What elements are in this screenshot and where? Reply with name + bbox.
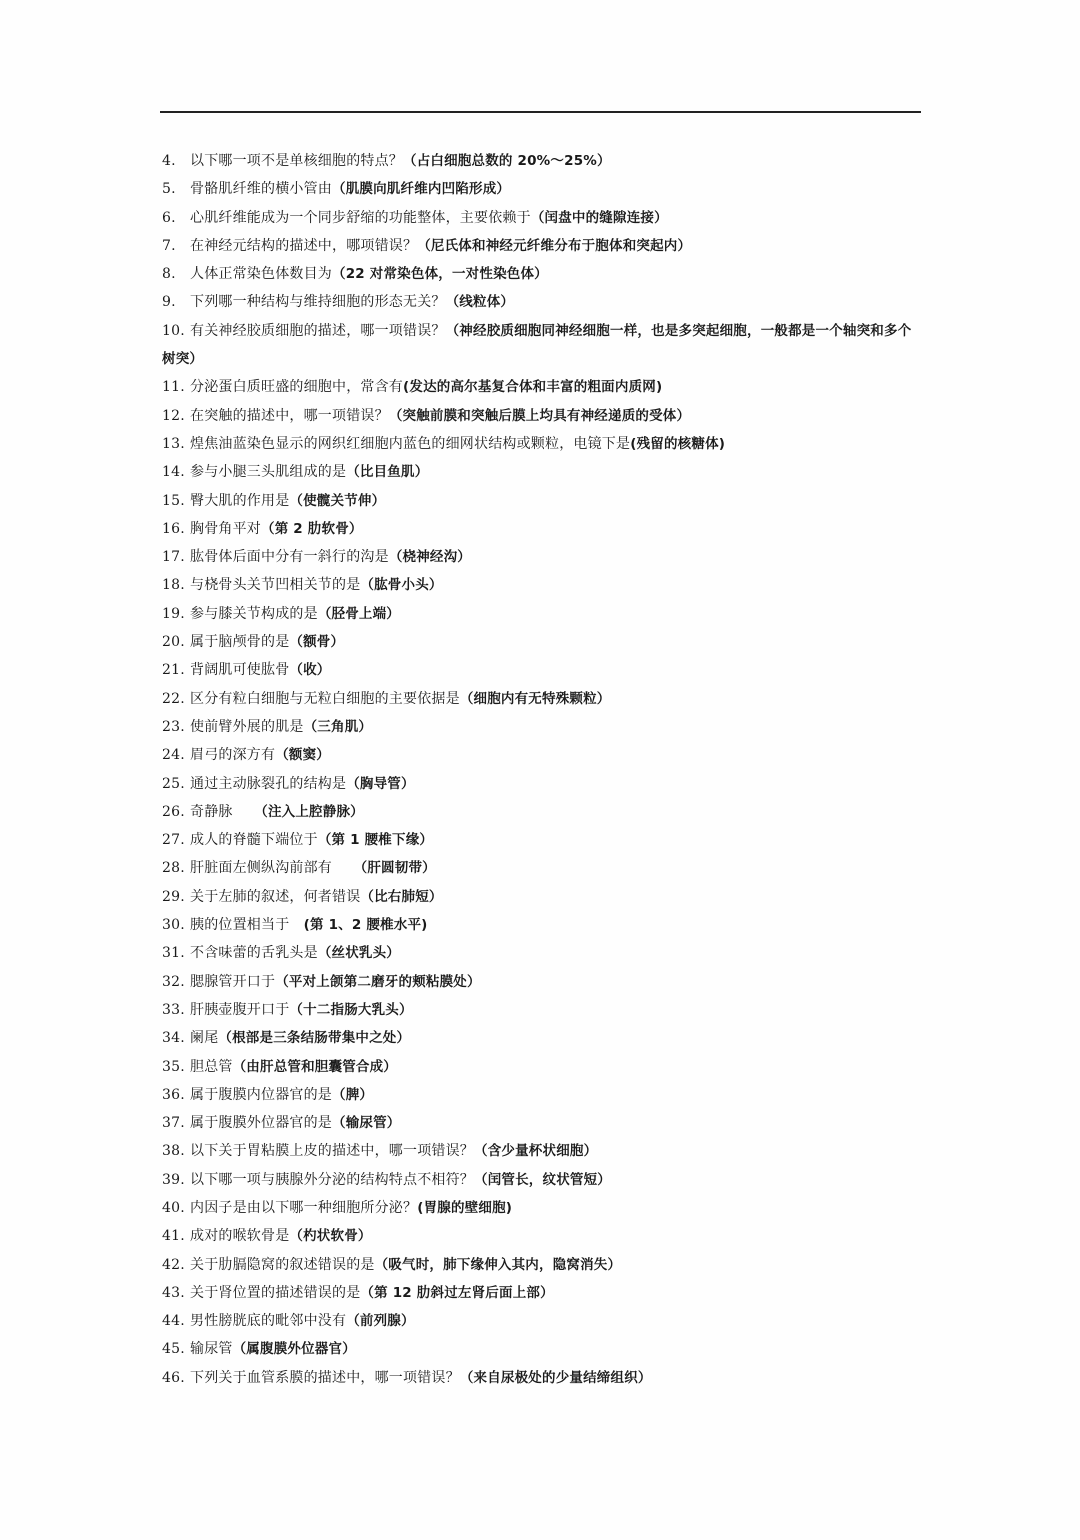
question-item: [162, 515, 922, 543]
question-stem: 下列哪一种结构与维持细胞的形态无关？: [190, 294, 446, 311]
question-number: 45.: [162, 1341, 185, 1358]
question-stem: 肝胰壶腹开口于: [190, 1001, 290, 1018]
question-item: [162, 968, 922, 996]
question-item: [162, 175, 922, 203]
header-rule: [160, 111, 921, 113]
question-stem: 使前臂外展的肌是: [190, 718, 304, 735]
question-stem: 不含味蕾的舌乳头是: [190, 945, 318, 962]
question-stem: 臀大肌的作用是: [190, 492, 290, 509]
question-answer: （注入上腔静脉）: [261, 803, 364, 820]
question-stem: 胰的位置相当于: [190, 917, 304, 934]
question-answer: （第 2 肋软骨）: [261, 520, 363, 537]
question-item: [162, 628, 922, 656]
question-answer: (第 1、2 腰椎水平): [303, 917, 428, 934]
question-item: [162, 1279, 922, 1307]
question-item: [162, 600, 922, 628]
question-stem: 下列关于血管系膜的描述中，哪一项错误？: [190, 1369, 460, 1386]
question-answer: （收）: [289, 662, 331, 679]
question-item: [162, 317, 922, 374]
question-answer: （突触前膜和突触后膜上均具有神经递质的受体）: [388, 407, 691, 424]
question-stem: 成人的脊髓下端位于: [190, 832, 318, 849]
question-stem: 参与小腿三头肌组成的是: [190, 464, 347, 481]
question-stem: 阑尾: [190, 1030, 219, 1047]
question-answer: （含少量杯状细胞）: [474, 1143, 598, 1160]
question-number: 13.: [162, 435, 185, 452]
question-answer: （根部是三条结肠带集中之处）: [218, 1030, 411, 1047]
question-item: [162, 1335, 922, 1363]
question-item: [162, 939, 922, 967]
question-number: 39.: [162, 1171, 185, 1188]
question-number: 19.: [162, 605, 185, 622]
question-stem: 关于肾位置的描述错误的是: [190, 1284, 361, 1301]
question-stem: 人体正常染色体数目为: [190, 266, 332, 283]
question-stem: 以下关于胃粘膜上皮的描述中，哪一项错误？: [190, 1143, 474, 1160]
question-number: 41.: [162, 1228, 185, 1245]
question-stem: 心肌纤维能成为一个同步舒缩的功能整体，主要依赖于: [190, 209, 531, 226]
question-number: 23.: [162, 718, 185, 735]
question-answer: （桡神经沟）: [388, 549, 472, 566]
question-answer: （比右肺短）: [360, 888, 443, 905]
question-number: 35.: [162, 1058, 185, 1075]
question-answer: （22 对常染色体，一对性染色体）: [332, 266, 548, 283]
question-number: 4.: [162, 153, 176, 169]
question-answer: （肝圆韧带）: [360, 860, 436, 877]
question-answer: （杓状软骨）: [289, 1228, 372, 1245]
question-answer: (发达的高尔基复合体和丰富的粗面内质网): [403, 379, 663, 396]
question-answer: (胃腺的壁细胞): [417, 1199, 513, 1216]
question-number: 21.: [162, 662, 185, 679]
question-stem: 在神经元结构的描述中，哪项错误？: [190, 237, 418, 254]
question-item: [162, 656, 922, 684]
question-stem: 区分有粒白细胞与无粒白细胞的主要依据是: [190, 690, 460, 707]
question-stem: 奇静脉: [190, 803, 261, 820]
question-item: [162, 430, 922, 458]
question-item: [162, 204, 922, 232]
question-number: 46.: [162, 1369, 185, 1386]
question-stem: 关于肋膈隐窝的叙述错误的是: [190, 1256, 375, 1273]
question-item: [162, 826, 922, 854]
question-stem: 胸骨角平对: [190, 520, 261, 537]
question-number: 34.: [162, 1030, 185, 1047]
question-number: 12.: [162, 407, 185, 424]
question-number: 14.: [162, 464, 185, 481]
question-number: 38.: [162, 1143, 185, 1160]
question-answer: （胸导管）: [346, 775, 415, 792]
question-item: [162, 911, 922, 939]
question-number: 40.: [162, 1199, 185, 1216]
question-stem: 参与膝关节构成的是: [190, 605, 318, 622]
question-answer: （由肝总管和胆囊管合成）: [232, 1058, 398, 1075]
question-number: 7.: [162, 237, 176, 254]
question-answer: （闰管长，纹状管短）: [474, 1171, 611, 1188]
question-item: [162, 1364, 922, 1392]
question-stem: 内因子是由以下哪一种细胞所分泌？: [190, 1199, 418, 1216]
question-number: 32.: [162, 973, 185, 990]
question-answer: （前列腺）: [346, 1313, 415, 1330]
question-item: [162, 373, 922, 401]
question-answer: （神经胶质细胞同神经细胞一样，也是多突起细胞，一般都是一个轴突和多个树突）: [162, 322, 912, 368]
question-answer: （吸气时，肺下缘伸入其内，隐窝消失）: [374, 1256, 622, 1273]
question-number: 22.: [162, 690, 185, 707]
question-item: [162, 1194, 922, 1222]
question-item: [162, 1109, 922, 1137]
question-item: [162, 571, 922, 599]
question-number: 11.: [162, 379, 185, 396]
question-stem: 在突触的描述中，哪一项错误？: [190, 407, 389, 424]
question-answer: （十二指肠大乳头）: [289, 1001, 413, 1018]
question-number: 28.: [162, 860, 185, 877]
question-number: 36.: [162, 1086, 185, 1103]
question-number: 15.: [162, 492, 185, 509]
question-answer: （额骨）: [289, 634, 345, 651]
question-stem: 腮腺管开口于: [190, 973, 276, 990]
question-item: [162, 232, 922, 260]
question-item: [162, 883, 922, 911]
question-number: 20.: [162, 634, 185, 651]
question-item: [162, 770, 922, 798]
question-stem: 关于左肺的叙述，何者错误: [190, 888, 361, 905]
question-number: 26.: [162, 803, 185, 820]
question-number: 30.: [162, 917, 185, 934]
question-item: [162, 685, 922, 713]
question-item: [162, 458, 922, 486]
question-number: 5.: [162, 181, 176, 198]
question-item: [162, 1166, 922, 1194]
question-number: 37.: [162, 1115, 185, 1132]
question-number: 16.: [162, 520, 185, 537]
question-item: [162, 543, 922, 571]
question-stem: 分泌蛋白质旺盛的细胞中，常含有: [190, 379, 403, 396]
question-stem: 以下哪一项不是单核细胞的特点？: [190, 153, 403, 169]
question-stem: 骨骼肌纤维的横小管由: [190, 181, 332, 198]
question-number: 27.: [162, 832, 185, 849]
question-item: [162, 487, 922, 515]
question-item: [162, 713, 922, 741]
question-number: 9.: [162, 294, 176, 311]
question-item: [162, 1307, 922, 1335]
question-stem: 胆总管: [190, 1058, 233, 1075]
question-answer: （尼氏体和神经元纤维分布于胞体和突起内）: [417, 237, 692, 254]
question-item: [162, 1251, 922, 1279]
question-number: 44.: [162, 1313, 185, 1330]
question-item: [162, 260, 922, 288]
question-answer: （输尿管）: [332, 1115, 401, 1132]
question-number: 42.: [162, 1256, 185, 1273]
question-item: [162, 854, 922, 882]
question-answer: （丝状乳头）: [317, 945, 401, 962]
question-stem: 属于腹膜外位器官的是: [190, 1115, 332, 1132]
question-item: [162, 1081, 922, 1109]
question-answer: （胫骨上端）: [317, 605, 401, 622]
question-stem: 与桡骨头关节凹相关节的是: [190, 577, 361, 594]
question-number: 25.: [162, 775, 185, 792]
question-answer: （肌膜向肌纤维内凹陷形成）: [332, 181, 511, 198]
question-answer: （闰盘中的缝隙连接）: [530, 209, 668, 226]
question-stem: 属于腹膜内位器官的是: [190, 1086, 332, 1103]
question-item: [162, 996, 922, 1024]
question-item: [162, 1053, 922, 1081]
question-number: 43.: [162, 1284, 185, 1301]
question-number: 17.: [162, 549, 185, 566]
question-answer: （额窦）: [275, 747, 331, 764]
question-number: 8.: [162, 266, 176, 283]
question-number: 10.: [162, 322, 185, 339]
question-answer: （三角肌）: [303, 718, 373, 735]
question-item: [162, 147, 922, 175]
question-stem: 煌焦油蓝染色显示的网织红细胞内蓝色的细网状结构或颗粒，电镜下是: [190, 435, 631, 452]
question-number: 31.: [162, 945, 185, 962]
question-item: [162, 1024, 922, 1052]
question-answer: （使髋关节伸）: [289, 492, 386, 509]
question-answer: （属腹膜外位器官）: [232, 1341, 356, 1358]
question-stem: 男性膀胱底的毗邻中没有: [190, 1313, 347, 1330]
question-answer: （线粒体）: [445, 294, 515, 311]
question-stem: 肝脏面左侧纵沟前部有: [190, 860, 361, 877]
question-answer: （第 1 腰椎下缘）: [317, 832, 434, 849]
question-answer: （脾）: [332, 1086, 374, 1103]
question-stem: 背阔肌可使肱骨: [190, 662, 290, 679]
question-number: 24.: [162, 747, 185, 764]
question-answer: （肱骨小头）: [360, 577, 443, 594]
question-answer: (残留的核糖体): [630, 435, 726, 452]
question-item: [162, 1137, 922, 1165]
question-stem: 眉弓的深方有: [190, 747, 276, 764]
question-stem: 通过主动脉裂孔的结构是: [190, 775, 347, 792]
question-answer: （来自尿极处的少量结缔组织）: [459, 1369, 652, 1386]
question-item: [162, 1222, 922, 1250]
question-item: [162, 288, 922, 316]
question-stem: 有关神经胶质细胞的描述，哪一项错误？: [190, 322, 446, 339]
question-list: [162, 147, 922, 1392]
question-number: 33.: [162, 1001, 185, 1018]
question-stem: 肱骨体后面中分有一斜行的沟是: [190, 549, 389, 566]
question-answer: （第 12 肋斜过左肾后面上部）: [360, 1284, 554, 1301]
question-answer: （比目鱼肌）: [346, 464, 429, 481]
question-number: 6.: [162, 209, 176, 226]
question-answer: （平对上颌第二磨牙的颊粘膜处）: [275, 973, 481, 990]
question-answer: （占白细胞总数的 20%～25%）: [403, 153, 611, 169]
question-stem: 成对的喉软骨是: [190, 1228, 290, 1245]
question-item: [162, 402, 922, 430]
question-stem: 以下哪一项与胰腺外分泌的结构特点不相符？: [190, 1171, 474, 1188]
question-stem: 属于脑颅骨的是: [190, 634, 290, 651]
question-answer: （细胞内有无特殊颗粒）: [459, 690, 611, 707]
question-number: 18.: [162, 577, 185, 594]
question-item: [162, 798, 922, 826]
question-item: [162, 741, 922, 769]
question-number: 29.: [162, 888, 185, 905]
question-stem: 输尿管: [190, 1341, 233, 1358]
